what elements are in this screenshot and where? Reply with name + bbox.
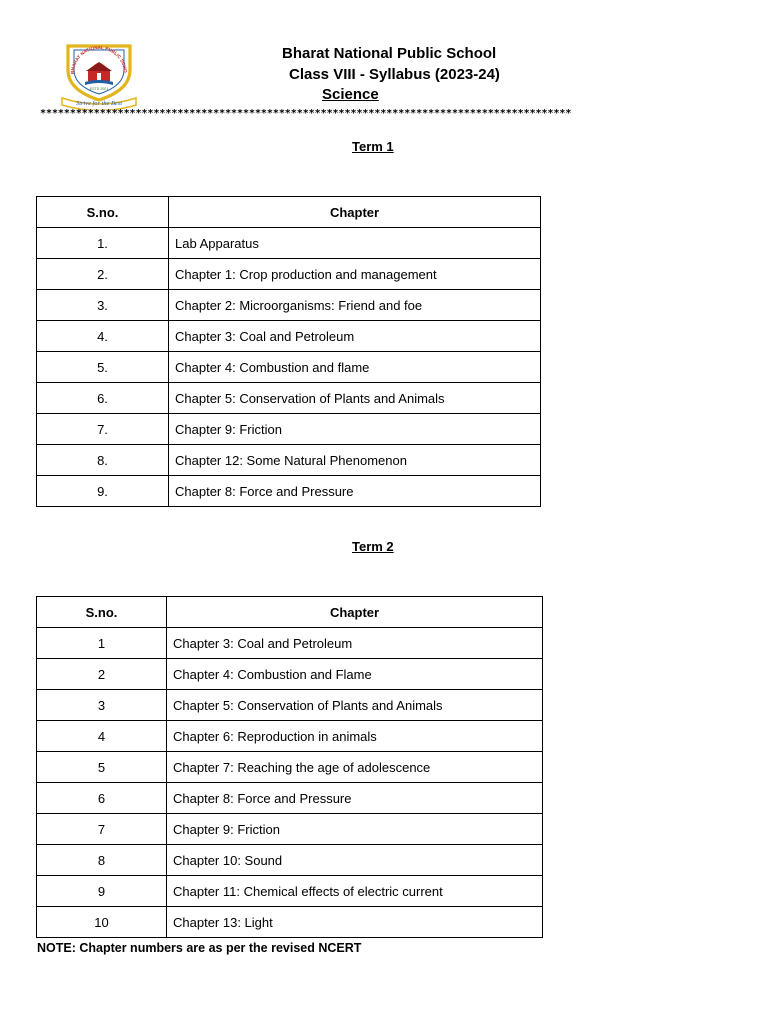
serial-number-cell: 2 xyxy=(37,659,167,690)
chapter-cell: Chapter 9: Friction xyxy=(167,814,543,845)
term-1-heading: Term 1 xyxy=(352,139,394,154)
serial-number-cell: 6 xyxy=(37,783,167,814)
table-header-row xyxy=(37,597,543,628)
chapter-cell: Chapter 10: Sound xyxy=(167,845,543,876)
chapter-cell: Lab Apparatus xyxy=(169,228,541,259)
class-syllabus-title: Class VIII - Syllabus (2023-24) xyxy=(289,66,500,83)
table-row xyxy=(37,690,543,721)
serial-number-cell: 7 xyxy=(37,814,167,845)
sno-header: S.no. xyxy=(37,197,169,228)
svg-text:Strive for the Best: Strive for the Best xyxy=(76,100,122,107)
chapter-cell: Chapter 4: Combustion and Flame xyxy=(167,659,543,690)
chapter-cell: Chapter 8: Force and Pressure xyxy=(169,476,541,507)
term-1-table xyxy=(36,196,541,507)
chapter-cell: Chapter 4: Combustion and flame xyxy=(169,352,541,383)
chapter-cell: Chapter 6: Reproduction in animals xyxy=(167,721,543,752)
chapter-cell: Chapter 11: Chemical effects of electric current xyxy=(167,876,543,907)
table-row xyxy=(37,383,541,414)
serial-number-cell: 5 xyxy=(37,752,167,783)
table-row xyxy=(37,228,541,259)
chapter-cell: Chapter 12: Some Natural Phenomenon xyxy=(169,445,541,476)
table-header-row xyxy=(37,197,541,228)
table-row xyxy=(37,752,543,783)
table-row xyxy=(37,721,543,752)
chapter-cell: Chapter 13: Light xyxy=(167,907,543,938)
chapter-cell: Chapter 9: Friction xyxy=(169,414,541,445)
school-logo xyxy=(60,40,138,110)
star-divider: ***************************************************************************************** xyxy=(40,108,572,119)
serial-number-cell: 9 xyxy=(37,876,167,907)
serial-number-cell: 4 xyxy=(37,721,167,752)
ncert-note: NOTE: Chapter numbers are as per the revised NCERT xyxy=(37,941,362,955)
serial-number-cell: 8. xyxy=(37,445,169,476)
chapter-header: Chapter xyxy=(169,197,541,228)
serial-number-cell: 7. xyxy=(37,414,169,445)
chapter-cell: Chapter 5: Conservation of Plants and Animals xyxy=(167,690,543,721)
table-row xyxy=(37,876,543,907)
chapter-cell: Chapter 3: Coal and Petroleum xyxy=(169,321,541,352)
svg-text:BHARAT NATIONAL PUBLIC SCHOOL: BHARAT NATIONAL PUBLIC SCHO xyxy=(69,44,129,75)
serial-number-cell: 3. xyxy=(37,290,169,321)
table-row xyxy=(37,476,541,507)
table-row xyxy=(37,628,543,659)
table-row xyxy=(37,414,541,445)
serial-number-cell: 10 xyxy=(37,907,167,938)
subject-title: Science xyxy=(322,86,379,103)
serial-number-cell: 9. xyxy=(37,476,169,507)
table-row xyxy=(37,659,543,690)
term-2-table xyxy=(36,596,543,938)
chapter-cell: Chapter 1: Crop production and management xyxy=(169,259,541,290)
table-row xyxy=(37,814,543,845)
chapter-cell: Chapter 7: Reaching the age of adolescence xyxy=(167,752,543,783)
chapter-cell: Chapter 8: Force and Pressure xyxy=(167,783,543,814)
table-row xyxy=(37,321,541,352)
table-row xyxy=(37,845,543,876)
table-row xyxy=(37,445,541,476)
chapter-header: Chapter xyxy=(167,597,543,628)
chapter-cell: Chapter 2: Microorganisms: Friend and foe xyxy=(169,290,541,321)
sno-header: S.no. xyxy=(37,597,167,628)
serial-number-cell: 8 xyxy=(37,845,167,876)
svg-text:ESTD 2001: ESTD 2001 xyxy=(89,87,109,91)
serial-number-cell: 1 xyxy=(37,628,167,659)
serial-number-cell: 3 xyxy=(37,690,167,721)
serial-number-cell: 2. xyxy=(37,259,169,290)
table-row xyxy=(37,259,541,290)
serial-number-cell: 4. xyxy=(37,321,169,352)
table-row xyxy=(37,907,543,938)
table-row xyxy=(37,352,541,383)
serial-number-cell: 5. xyxy=(37,352,169,383)
table-row xyxy=(37,783,543,814)
term-2-heading: Term 2 xyxy=(352,539,394,554)
school-name: Bharat National Public School xyxy=(282,45,497,62)
table-row xyxy=(37,290,541,321)
chapter-cell: Chapter 3: Coal and Petroleum xyxy=(167,628,543,659)
chapter-cell: Chapter 5: Conservation of Plants and Animals xyxy=(169,383,541,414)
serial-number-cell: 6. xyxy=(37,383,169,414)
serial-number-cell: 1. xyxy=(37,228,169,259)
